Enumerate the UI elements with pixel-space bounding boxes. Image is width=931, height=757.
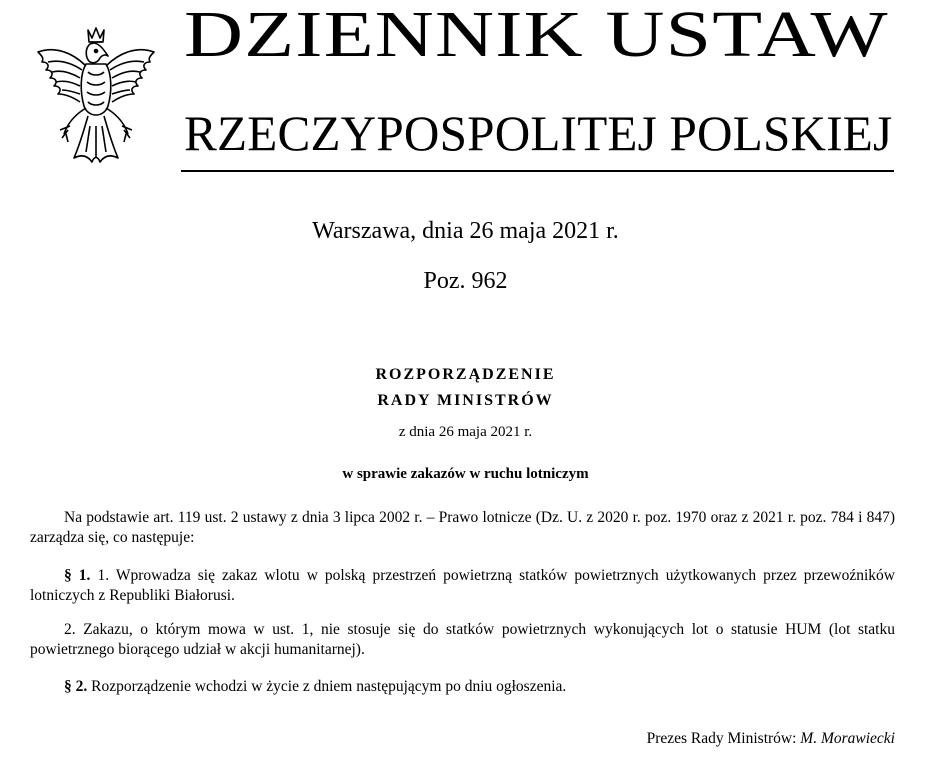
signature	[647, 730, 895, 748]
section-1-paragraph	[30, 566, 895, 606]
act-date: z dnia 26 maja 2021 r.	[398, 424, 533, 440]
act-type: ROZPORZĄDZENIE	[375, 366, 556, 383]
masthead-title: DZIENNIK USTAW	[184, 0, 889, 71]
signature-name: M. Morawiecki	[800, 730, 895, 747]
section-1-text: 1. Wprowadza się zakaz wlotu w polską przestrzeń powietrzną statków powietrznych użytkowanych przez przewoźników lotniczych z Republiki Białorusi.	[30, 567, 895, 604]
masthead-subtitle: RZECZYPOSPOLITEJ POLSKIEJ	[184, 105, 893, 161]
masthead-divider	[181, 170, 894, 172]
section-2-text: Rozporządzenie wchodzi w życie z dniem następującym po dniu ogłoszenia.	[91, 678, 567, 695]
section-2-paragraph	[30, 677, 895, 697]
section-1-item-2-paragraph: 2. Zakazu, o którym mowa w ust. 1, nie stosuje się do statków powietrznych wykonujących lot o statusie HUM (lot statku powietrznego biorącego udział w akcji humanitarnej).	[30, 621, 895, 658]
act-subject: w sprawie zakazów w ruchu lotniczym	[342, 466, 589, 482]
section-2-mark: § 2.	[64, 678, 88, 695]
section-1-mark: § 1.	[64, 567, 91, 584]
issue-position: Poz. 962	[423, 268, 508, 294]
act-issuer: RADY MINISTRÓW	[377, 392, 554, 409]
issue-place-date: Warszawa, dnia 26 maja 2021 r.	[312, 218, 619, 244]
polish-eagle-emblem-icon	[30, 22, 162, 172]
legal-basis-paragraph: Na podstawie art. 119 ust. 2 ustawy z dnia 3 lipca 2002 r. – Prawo lotnicze (Dz. U. z 2020 r. poz. 1970 oraz z 2021 r. poz. 784 i 847) zarządza się, co następuje:	[30, 509, 895, 546]
signature-role: Prezes Rady Ministrów:	[646, 730, 797, 747]
